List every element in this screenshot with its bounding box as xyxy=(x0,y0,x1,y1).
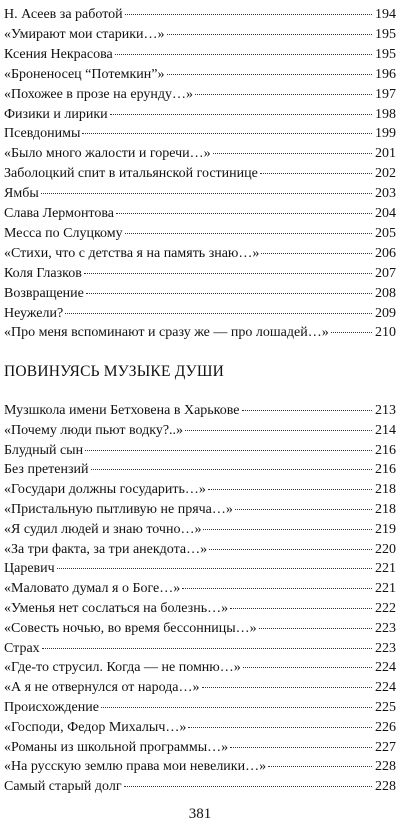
toc-entry-page: 218 xyxy=(375,482,396,498)
dot-leader xyxy=(125,14,372,15)
toc-entry xyxy=(4,163,396,184)
toc-entry xyxy=(4,420,396,441)
dot-leader xyxy=(213,153,372,154)
toc-entry xyxy=(4,203,396,224)
dot-leader xyxy=(82,133,372,134)
dot-leader xyxy=(331,332,372,333)
dot-leader xyxy=(124,786,372,787)
toc-entry-title: «За три факта, за три анекдота…» xyxy=(4,541,208,557)
toc-entry-page: 198 xyxy=(375,106,396,122)
dot-leader xyxy=(209,549,372,550)
toc-entry-page: 220 xyxy=(375,541,396,557)
toc-entry-page: 224 xyxy=(375,680,396,696)
dot-leader xyxy=(91,469,373,470)
dot-leader xyxy=(185,430,372,431)
toc-entry-page: 218 xyxy=(375,502,396,517)
toc-entry-title: «Я судил людей и знаю точно…» xyxy=(4,521,202,537)
toc-entry-page: 213 xyxy=(375,403,396,418)
dot-leader xyxy=(101,707,372,708)
toc-entry-page: 207 xyxy=(375,265,396,281)
dot-leader xyxy=(235,509,372,510)
toc-entry xyxy=(4,400,396,421)
dot-leader xyxy=(208,489,372,490)
toc-entry-title: «Броненосец “Потемкин”» xyxy=(4,66,165,82)
toc-entry-title: «Почему люди пьют водку?..» xyxy=(4,422,184,438)
toc-entry xyxy=(4,123,396,144)
toc-entry-title: Царевич xyxy=(4,561,55,577)
toc-entry xyxy=(4,24,396,45)
toc-entry-title: Заболоцкий спит в итальянской гостинице xyxy=(4,166,258,182)
dot-leader xyxy=(110,114,372,115)
dot-leader xyxy=(167,34,373,35)
toc-entry xyxy=(4,776,396,797)
toc-entry xyxy=(4,479,396,500)
toc-entry-title: «Государи должны государить…» xyxy=(4,482,206,498)
toc-entry-page: 194 xyxy=(375,7,396,22)
dot-leader xyxy=(203,529,372,530)
toc-entry xyxy=(4,183,396,204)
toc-entry xyxy=(4,283,396,304)
toc-entry-title: Псевдонимы xyxy=(4,126,81,142)
toc-entry xyxy=(4,499,396,520)
toc-entry xyxy=(4,84,396,105)
toc-entry-page: 216 xyxy=(375,462,396,478)
dot-leader xyxy=(195,94,372,95)
toc-entry-page: 219 xyxy=(375,521,396,537)
toc-entry xyxy=(4,657,396,678)
toc-entry-page: 210 xyxy=(375,325,396,341)
toc-entry-page: 214 xyxy=(375,422,396,438)
toc-entry-page: 197 xyxy=(375,86,396,102)
dot-leader xyxy=(41,193,372,194)
toc-entry xyxy=(4,539,396,560)
toc-entry-title: «Похожее в прозе на ерунду…» xyxy=(4,86,193,102)
dot-leader xyxy=(116,213,372,214)
toc-entry xyxy=(4,64,396,85)
dot-leader xyxy=(259,628,372,629)
toc-entry xyxy=(4,263,396,284)
dot-leader xyxy=(84,273,372,274)
toc-entry xyxy=(4,440,396,461)
toc-entry xyxy=(4,104,396,125)
toc-entry-title: «Где-то струсил. Когда — не помню…» xyxy=(4,660,241,676)
toc-entry-title: Страх xyxy=(4,640,40,656)
toc-entry-page: 209 xyxy=(375,305,396,321)
toc-entry-page: 199 xyxy=(375,126,396,142)
toc-entry-page: 221 xyxy=(375,561,396,577)
toc-entry xyxy=(4,618,396,639)
toc-entry-page: 227 xyxy=(375,739,396,755)
toc-entry xyxy=(4,638,396,659)
toc-entry xyxy=(4,143,396,164)
toc-entry-page: 206 xyxy=(375,245,396,261)
toc-entry-page: 201 xyxy=(375,146,396,162)
dot-leader xyxy=(125,233,372,234)
toc-entry xyxy=(4,717,396,738)
toc-entry-page: 223 xyxy=(375,640,396,656)
dot-leader xyxy=(268,766,372,767)
toc-entry xyxy=(4,756,396,777)
toc-entry xyxy=(4,223,396,244)
page-number: 381 xyxy=(188,806,212,822)
dot-leader xyxy=(202,687,372,688)
toc-entry-page: 202 xyxy=(375,166,396,182)
toc-entry xyxy=(4,519,396,540)
toc-entry-title: Н. Асеев за работой xyxy=(4,7,123,22)
dot-leader xyxy=(243,667,372,668)
dot-leader xyxy=(242,410,372,411)
dot-leader xyxy=(57,568,372,569)
toc-entry xyxy=(4,322,396,343)
toc-entry-title: Происхождение xyxy=(4,700,99,715)
dot-leader xyxy=(188,727,372,728)
toc-entry-title: «Господи, Федор Михалыч…» xyxy=(4,719,187,735)
toc-entry-page: 222 xyxy=(375,601,396,616)
toc-entry-page: 221 xyxy=(375,581,396,597)
dot-leader xyxy=(261,253,372,254)
toc-entry-page: 228 xyxy=(375,779,396,795)
toc-entry xyxy=(4,598,396,619)
toc-entry-title: «А я не отвернулся от народа…» xyxy=(4,680,200,696)
toc-entry xyxy=(4,578,396,599)
section-heading: ПОВИНУЯСЬ МУЗЫКЕ ДУШИ xyxy=(4,363,225,380)
toc-entry-title: Музшкола имени Бетховена в Харькове xyxy=(4,403,240,418)
dot-leader xyxy=(230,608,372,609)
toc-entry-page: 208 xyxy=(375,285,396,301)
toc-entry xyxy=(4,459,396,480)
toc-entry-title: «Было много жалости и горечи…» xyxy=(4,146,211,162)
dot-leader xyxy=(85,450,372,451)
toc-entry xyxy=(4,303,396,324)
toc-entry xyxy=(4,243,396,264)
toc-entry-title: Самый старый долг xyxy=(4,779,122,795)
toc-entry-title: «Пристальную пытливую не пряча…» xyxy=(4,502,233,517)
toc-entry-title: «Стихи, что с детства я на память знаю…» xyxy=(4,245,260,261)
dot-leader xyxy=(167,74,372,75)
toc-entry-title: «Маловато думал я о Боге…» xyxy=(4,581,181,597)
toc-entry-page: 228 xyxy=(375,759,396,775)
toc-entry-page: 196 xyxy=(375,66,396,82)
dot-leader xyxy=(230,747,372,748)
toc-entry-page: 224 xyxy=(375,660,396,676)
toc-entry-page: 226 xyxy=(375,719,396,735)
toc-entry-title: «Совесть ночью, во время бессонницы…» xyxy=(4,620,257,636)
toc-entry-title: Месса по Слуцкому xyxy=(4,225,123,241)
toc-entry xyxy=(4,44,396,65)
toc-entry-page: 225 xyxy=(375,700,396,715)
toc-entry-title: Слава Лермонтова xyxy=(4,206,115,221)
toc-entry-page: 195 xyxy=(375,46,396,62)
toc-entry-title: «Романы из школьной программы…» xyxy=(4,739,229,755)
toc-entry-page: 195 xyxy=(375,26,396,42)
dot-leader xyxy=(115,54,372,55)
toc-entry xyxy=(4,4,396,25)
toc-entry-title: Блудный сын xyxy=(4,442,84,458)
dot-leader xyxy=(42,648,372,649)
dot-leader xyxy=(65,313,372,314)
toc-entry-title: Неужели? xyxy=(4,305,64,321)
toc-entry xyxy=(4,558,396,579)
toc-entry xyxy=(4,677,396,698)
toc-entry-title: Коля Глазков xyxy=(4,265,82,281)
dot-leader xyxy=(86,293,372,294)
toc-entry-title: «На русскую землю права мои невелики…» xyxy=(4,759,267,775)
toc-entry-title: Ксения Некрасова xyxy=(4,46,113,62)
dot-leader xyxy=(182,588,372,589)
toc-entry-title: Возвращение xyxy=(4,285,84,301)
toc-entry-page: 223 xyxy=(375,620,396,636)
toc-entry xyxy=(4,697,396,718)
toc-entry-page: 205 xyxy=(375,225,396,241)
toc-entry-title: Ямбы xyxy=(4,186,39,202)
toc-entry-page: 216 xyxy=(375,442,396,458)
toc-entry-title: Без претензий xyxy=(4,462,89,478)
toc-entry-title: «Уменья нет сослаться на болезнь…» xyxy=(4,601,229,616)
toc-entry-page: 204 xyxy=(375,206,396,221)
toc-entry-title: Физики и лирики xyxy=(4,106,108,122)
toc-entry-page: 203 xyxy=(375,186,396,202)
toc-entry xyxy=(4,737,396,758)
dot-leader xyxy=(260,173,372,174)
toc-entry-title: «Про меня вспоминают и сразу же — про лошадей…» xyxy=(4,325,329,341)
toc-entry-title: «Умирают мои старики…» xyxy=(4,26,165,42)
